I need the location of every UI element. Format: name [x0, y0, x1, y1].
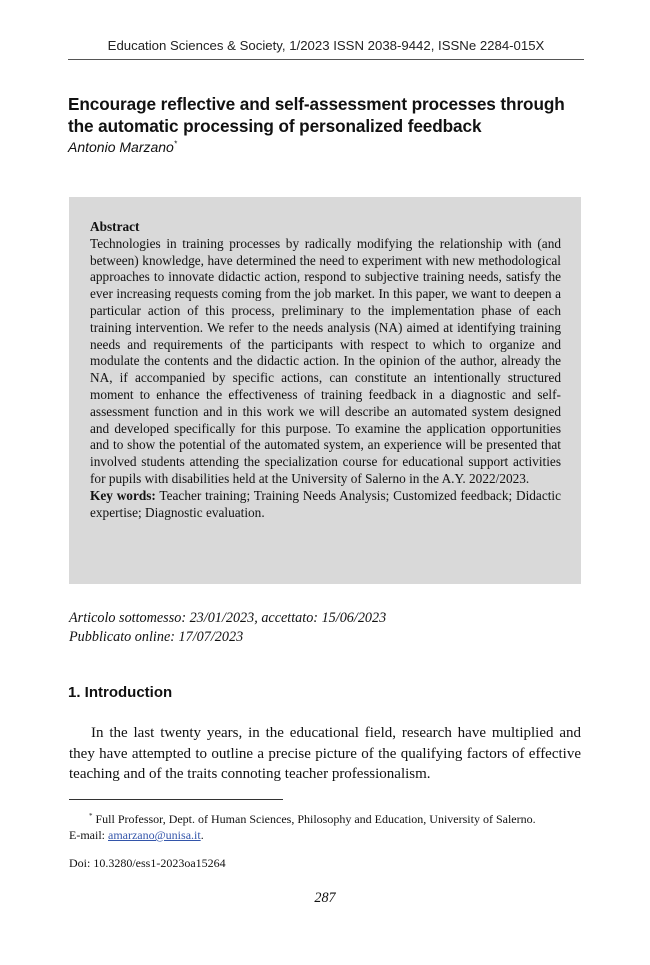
footnote-mark: * — [89, 812, 93, 820]
keywords-label: Key words: — [90, 487, 156, 503]
submission-date: Articolo sottomesso: 23/01/2023, accettato: 15/06/2023 — [69, 610, 387, 626]
abstract-heading: Abstract — [90, 219, 140, 234]
author-footnote-mark[interactable]: * — [173, 139, 177, 149]
keywords — [90, 488, 561, 522]
article-title: Encourage reflective and self-assessment processes through the automatic processing of personalized feedback — [68, 94, 565, 136]
author-line — [68, 139, 177, 155]
publication-date: Pubblicato online: 17/07/2023 — [69, 629, 244, 645]
abstract-text: Technologies in training processes by radically modifying the relationship with (and between) knowledge, have determined the need to experiment with new methodological approaches to innovate didactic action, respond to subjective training needs, satisfy the ever increasing requests coming from the job market. In this paper, we want to deepen a particular action of this process, preliminary to the implementation phase of each training intervention. We refer to the needs analysis (NA) aimed at identifying training needs and requirements of the participants with respect to which to organize and modulate the contents and the didactic action. In the opinion of the author, already the NA, if accompanied by specific actions, can constitute an intentionally structured moment to enhance the effectiveness of training feedback in a diagnostic and self-assessment function and in this work we will describe an automated system designed and developed specifically for this purpose. To examine the application opportunities and to show the potential of the automated system, an experience will be presented that involved students attending the specialization course for educational support activities for pupils with disabilities held at the University of Salerno in the A.Y. 2022/2023. — [90, 235, 561, 486]
email-label: E-mail: — [69, 828, 108, 842]
email-suffix: . — [200, 828, 204, 842]
footnote — [69, 808, 583, 843]
running-head: Education Sciences & Society, 1/2023 ISSN 2038-9442, ISSNe 2284-015X — [107, 38, 545, 53]
article-dates — [69, 609, 589, 647]
footnote-affiliation-line — [69, 808, 583, 827]
abstract-box — [69, 197, 581, 584]
keywords-list: Teacher training; Training Needs Analysis; Customized feedback; Didactic expertise; Diagnostic evaluation. — [90, 487, 562, 520]
introduction-paragraph: In the last twenty years, in the educational field, research have multiplied and they have attempted to outline a precise picture of the qualifying factors of effective teaching and of the traits connoting teacher professionalism. — [69, 725, 581, 782]
footnote-affiliation: Full Professor, Dept. of Human Sciences, Philosophy and Education, University of Salerno. — [92, 812, 536, 826]
header-rule — [68, 59, 584, 60]
page-number: 287 — [314, 890, 336, 906]
footnote-rule — [69, 799, 283, 800]
author-name: Antonio Marzano — [68, 139, 174, 155]
doi: Doi: 10.3280/ess1-2023oa15264 — [69, 856, 226, 870]
email-link[interactable]: amarzano@unisa.it — [108, 828, 201, 842]
footnote-email-line — [69, 827, 583, 843]
section-heading-introduction: 1. Introduction — [68, 684, 173, 701]
